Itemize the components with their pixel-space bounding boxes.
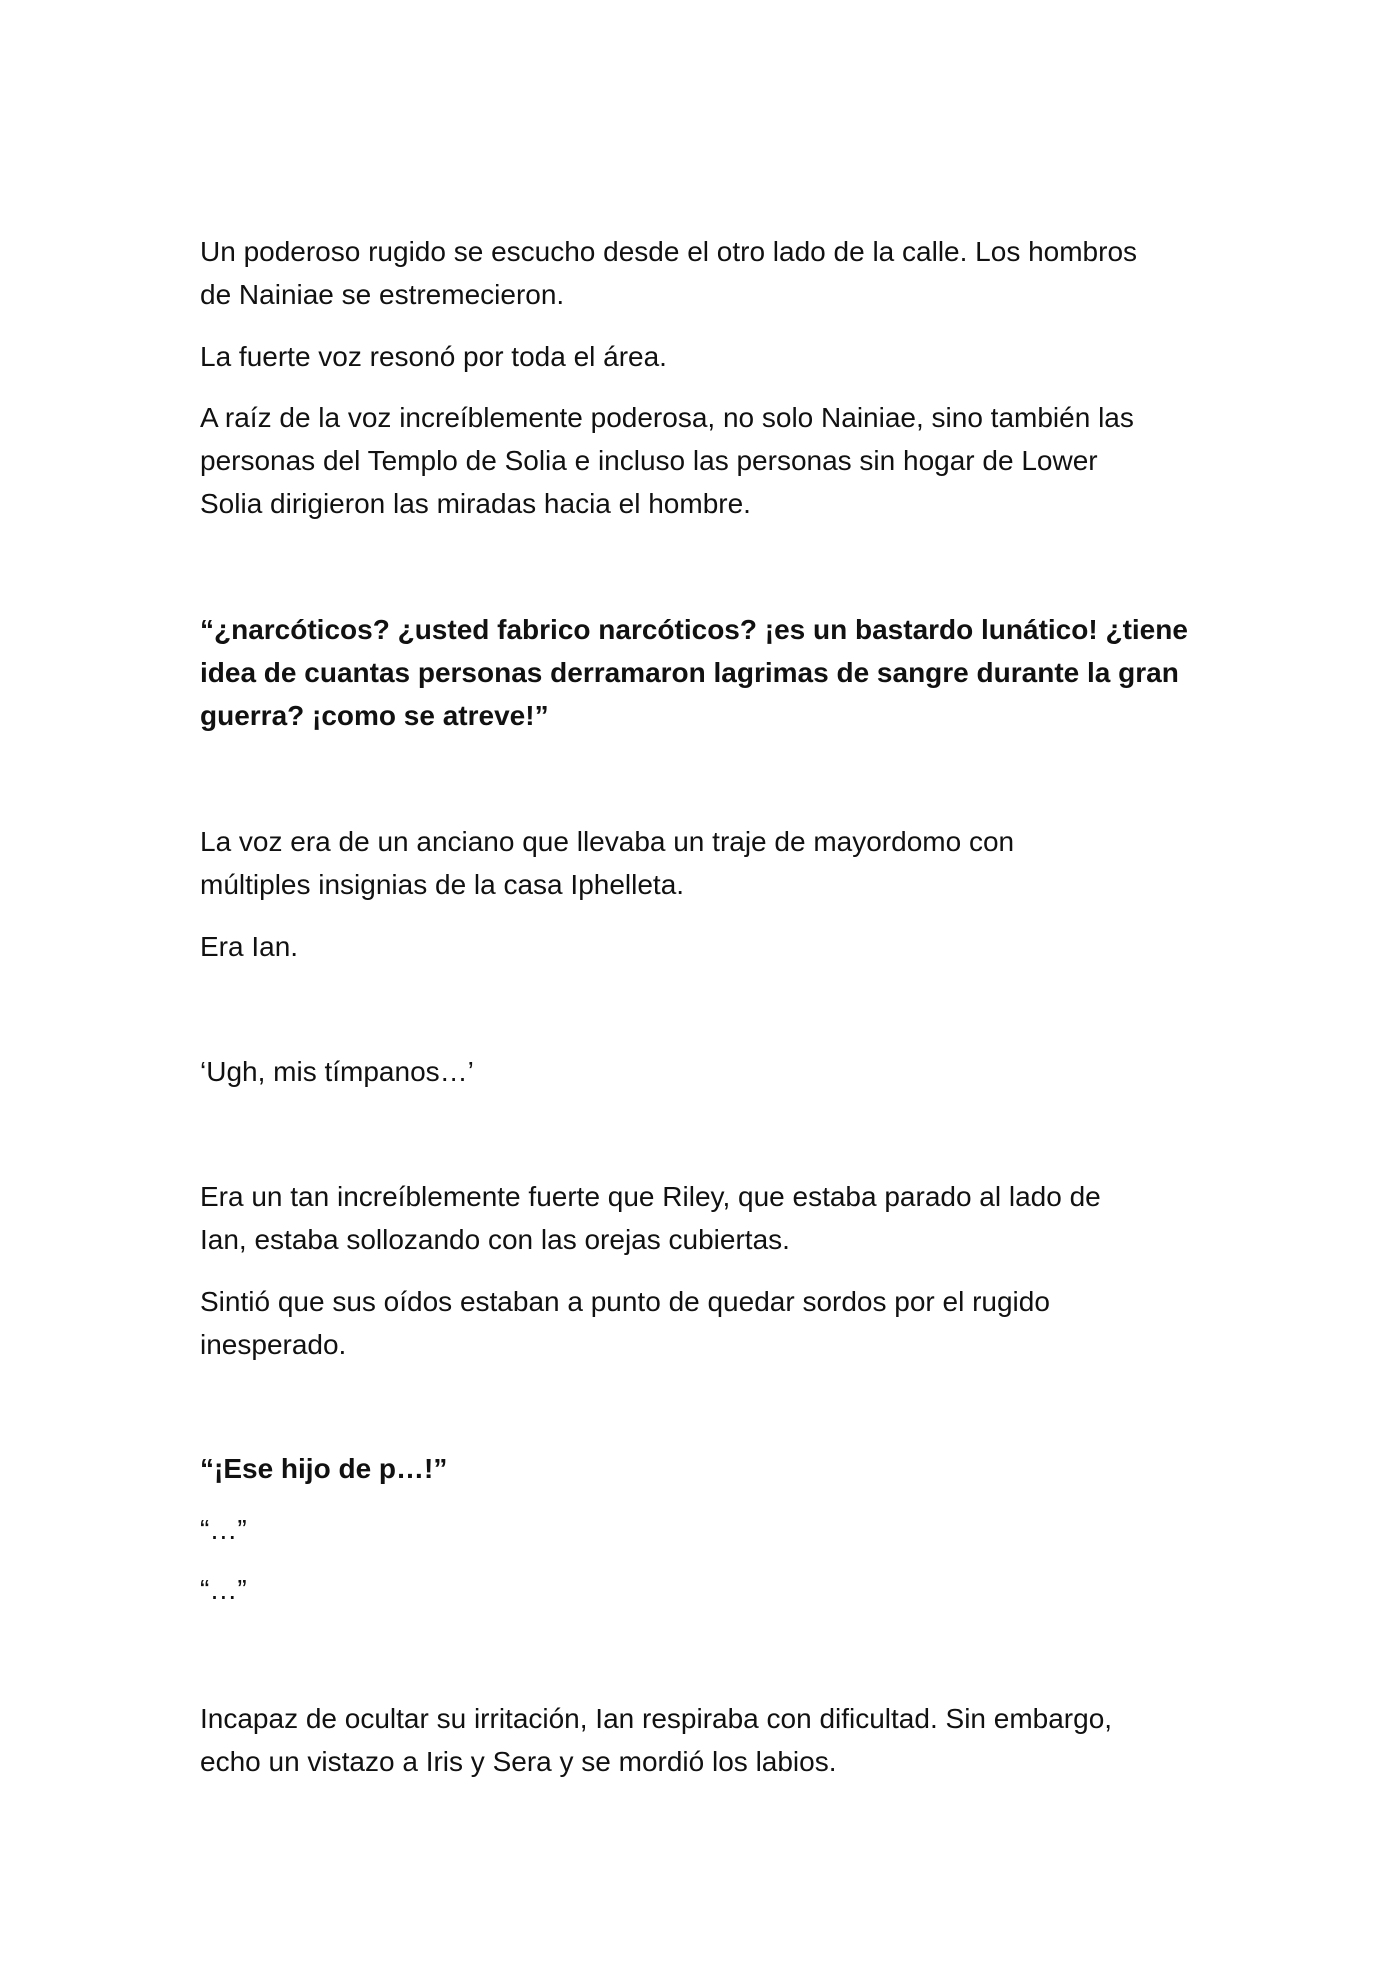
text-line: idea de cuantas personas derramaron lagrimas de sangre durante la gran <box>200 657 1179 688</box>
paragraph-11-ellipsis <box>200 1508 1220 1551</box>
paragraph-13 <box>200 1697 1220 1783</box>
text-line: personas del Templo de Solia e incluso las personas sin hogar de Lower <box>200 445 1098 476</box>
paragraph-7-thought <box>200 1050 1220 1093</box>
text-line: Ian, estaba sollozando con las orejas cubiertas. <box>200 1224 790 1255</box>
text-line: guerra? ¡como se atreve!” <box>200 700 549 731</box>
text-line: Sintió que sus oídos estaban a punto de quedar sordos por el rugido <box>200 1286 1050 1317</box>
paragraph-12-ellipsis <box>200 1568 1220 1611</box>
paragraph-2 <box>200 335 1220 378</box>
text-line: A raíz de la voz increíblemente poderosa, no solo Nainiae, sino también las <box>200 402 1134 433</box>
paragraph-1 <box>200 230 1220 316</box>
text-line: La voz era de un anciano que llevaba un traje de mayordomo con <box>200 826 1015 857</box>
text-line: Era Ian. <box>200 931 299 962</box>
text-line: La fuerte voz resonó por toda el área. <box>200 341 667 372</box>
text-line: “¡Ese hijo de p…!” <box>200 1453 448 1484</box>
text-line: inesperado. <box>200 1329 347 1360</box>
text-line: “…” <box>200 1574 247 1605</box>
text-line: Solia dirigieron las miradas hacia el hombre. <box>200 488 751 519</box>
paragraph-3 <box>200 396 1220 525</box>
text-line: Incapaz de ocultar su irritación, Ian respiraba con dificultad. Sin embargo, <box>200 1703 1113 1734</box>
paragraph-8 <box>200 1175 1220 1261</box>
text-line: Un poderoso rugido se escucho desde el otro lado de la calle. Los hombros <box>200 236 1138 267</box>
text-line: ‘Ugh, mis tímpanos…’ <box>200 1056 474 1087</box>
text-line: múltiples insignias de la casa Iphelleta. <box>200 869 685 900</box>
text-line: “¿narcóticos? ¿usted fabrico narcóticos? ¡es un bastardo lunático! ¿tiene <box>200 614 1188 645</box>
text-line: de Nainiae se estremecieron. <box>200 279 565 310</box>
paragraph-9 <box>200 1280 1220 1366</box>
text-line: Era un tan increíblemente fuerte que Riley, que estaba parado al lado de <box>200 1181 1101 1212</box>
paragraph-10-dialogue <box>200 1447 1220 1490</box>
paragraph-5 <box>200 820 1220 906</box>
text-line: echo un vistazo a Iris y Sera y se mordió los labios. <box>200 1746 837 1777</box>
text-line: “…” <box>200 1514 247 1545</box>
paragraph-4-dialogue <box>200 608 1220 737</box>
paragraph-6 <box>200 925 1220 968</box>
